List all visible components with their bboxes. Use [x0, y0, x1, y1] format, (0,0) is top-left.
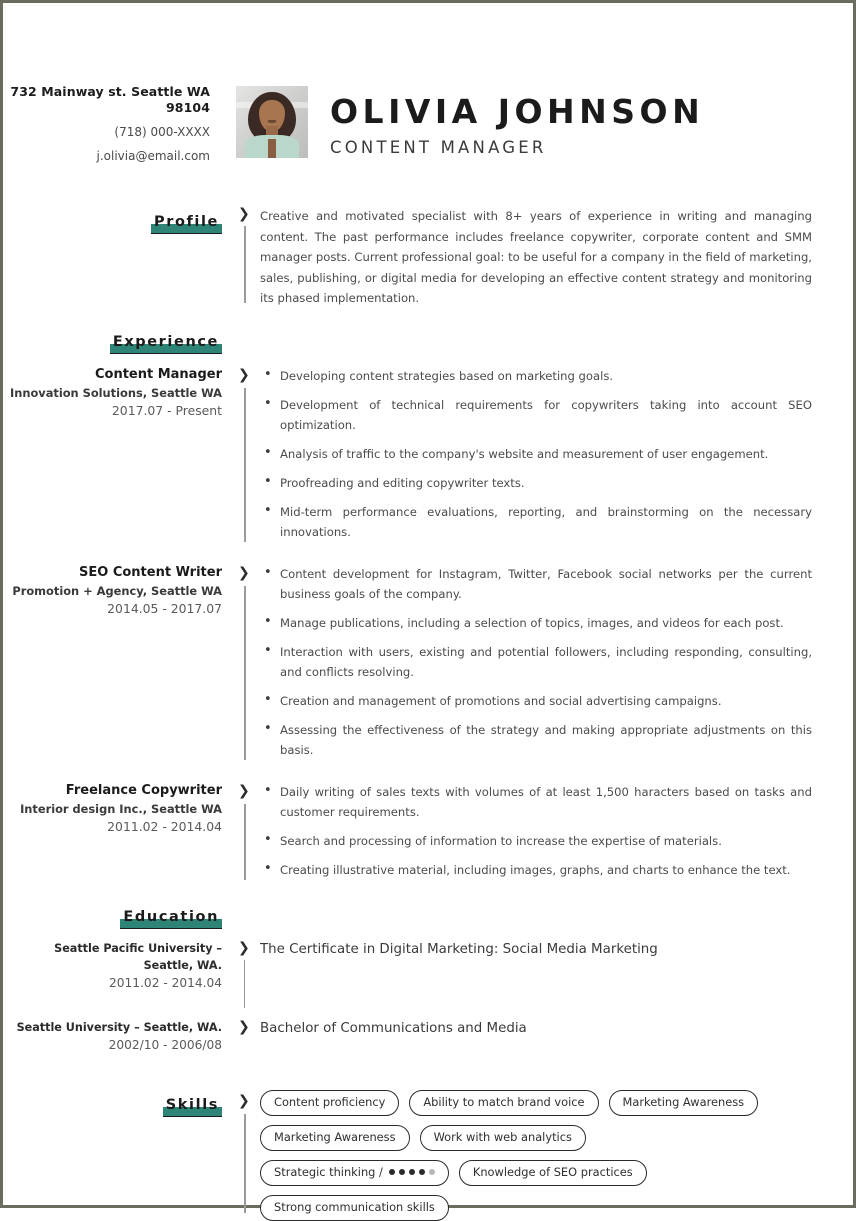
job-title: Content Manager: [94, 366, 222, 382]
job-title: SEO Content Writer: [79, 564, 222, 580]
job-marker-col: [234, 782, 260, 880]
job-bullets: [260, 782, 852, 880]
list-item: • Development of technical requirements for copywriters taking into account SEO optimization.: [260, 395, 812, 435]
list-item: • Creation and management of promotions and social advertising campaigns.: [260, 691, 812, 711]
skills-heading-wrap: [163, 1094, 222, 1117]
job-divider-line: [244, 586, 246, 760]
resume-sheet: [6, 6, 852, 1214]
experience-item: [6, 366, 852, 542]
education-marker-col: [234, 1019, 260, 1054]
list-item: • Mid-term performance evaluations, reporting, and brainstorming on the necessary innovations.: [260, 502, 812, 542]
skill-pill-label: Ability to match brand voice: [423, 1094, 585, 1109]
section-heading-experience: Experience: [110, 333, 222, 354]
job-dates: 2014.05 - 2017.07: [107, 600, 222, 616]
education-meta: [6, 940, 234, 992]
job-divider-line: [244, 804, 246, 880]
education-item: [6, 1019, 852, 1054]
job-divider-line: [244, 388, 246, 542]
chevron-right-icon: ❯: [238, 564, 250, 581]
profile-marker-col: [234, 206, 260, 309]
skills-heading-col: [6, 1090, 234, 1221]
chevron-right-icon: ❯: [238, 1018, 250, 1035]
job-meta: [6, 782, 234, 880]
list-item: • Assessing the effectiveness of the strategy and making appropriate adjustments on this basis.: [260, 720, 812, 760]
education-degree: Bachelor of Communications and Media: [260, 1020, 527, 1036]
chevron-right-icon: ❯: [238, 1092, 250, 1109]
experience-item: [6, 564, 852, 760]
education-item: [6, 940, 852, 992]
list-item: • Analysis of traffic to the company's website and measurement of user engagement.: [260, 444, 812, 464]
experience-item: [6, 782, 852, 880]
list-item: • Developing content strategies based on marketing goals.: [260, 366, 812, 386]
job-bullets: [260, 564, 852, 760]
skill-pill-label: Content proficiency: [274, 1094, 386, 1109]
education-heading-marker: [234, 906, 260, 929]
skill-pill[interactable]: [609, 1090, 759, 1116]
education-body: [260, 940, 852, 992]
section-profile: [6, 206, 852, 309]
section-heading-skills: Skills: [163, 1096, 222, 1117]
job-marker-col: [234, 366, 260, 542]
education-marker-col: [234, 940, 260, 992]
section-skills: [6, 1090, 852, 1221]
job-dates: 2017.07 - Present: [111, 402, 222, 418]
skill-pill-label: Strong communication skills: [274, 1199, 435, 1214]
list-item: • Content development for Instagram, Twitter, Facebook social networks per the current business goals of the company.: [260, 564, 812, 604]
job-organization: Innovation Solutions, Seattle WA: [9, 385, 222, 400]
education-dates: 2011.02 - 2014.04: [109, 975, 222, 990]
job-bullets: [260, 366, 852, 542]
skill-pill-list: [260, 1090, 760, 1221]
chevron-right-icon: ❯: [238, 206, 250, 222]
skill-pill[interactable]: [420, 1125, 586, 1151]
list-item: • Proofreading and editing copywriter texts.: [260, 473, 812, 493]
bullet-list: [260, 782, 812, 880]
section-heading-profile: Profile: [151, 213, 222, 234]
education-heading-wrap: [120, 906, 222, 929]
job-organization: Interior design Inc., Seattle WA: [20, 801, 222, 816]
list-item: • Manage publications, including a selection of topics, images, and videos for each post.: [260, 613, 812, 633]
section-experience-heading: [6, 331, 852, 354]
skill-pill-label: Strategic thinking /: [274, 1164, 383, 1179]
experience-heading-wrap: [110, 331, 222, 354]
job-meta: [6, 366, 234, 542]
skill-pill[interactable]: [260, 1125, 410, 1151]
portrait-photo-icon: [236, 86, 308, 158]
section-heading-education: Education: [120, 908, 222, 929]
chevron-right-icon: ❯: [238, 366, 250, 383]
education-degree: The Certificate in Digital Marketing: Social Media Marketing: [260, 941, 658, 957]
profile-divider-line: [244, 226, 246, 303]
skill-pill-label: Work with web analytics: [433, 1129, 572, 1144]
skill-pill[interactable]: [260, 1090, 399, 1116]
skill-pill-with-rating[interactable]: [260, 1160, 449, 1186]
avatar: [236, 86, 312, 158]
skill-pill-label: Marketing Awareness: [622, 1094, 745, 1109]
job-dates: 2011.02 - 2014.04: [107, 818, 222, 834]
skills-body: [260, 1090, 852, 1221]
contact-email: j.olivia@email.com: [96, 149, 210, 163]
profile-heading-col: [6, 206, 234, 309]
job-title-subtitle: CONTENT MANAGER: [330, 138, 547, 157]
resume-header: [6, 6, 852, 172]
list-item: • Daily writing of sales texts with volumes of at least 1,500 haracters based on tasks and customer requirements.: [260, 782, 812, 822]
education-heading-spacer: [260, 906, 852, 929]
chevron-right-icon: ❯: [238, 939, 250, 956]
photo-smile: [268, 120, 277, 123]
job-organization: Promotion + Agency, Seattle WA: [12, 583, 222, 598]
education-school: Seattle University – Seattle, WA.: [16, 1020, 222, 1034]
skill-pill-label: Knowledge of SEO practices: [472, 1164, 633, 1179]
experience-heading-spacer: [260, 331, 852, 354]
job-title: Freelance Copywriter: [65, 782, 222, 798]
profile-heading-wrap: [151, 211, 222, 234]
section-education-heading: [6, 906, 852, 929]
skills-marker-col: [234, 1090, 260, 1221]
list-item: • Interaction with users, existing and potential followers, including responding, consulting, and conflicts resolving.: [260, 642, 812, 682]
bullet-list: [260, 564, 812, 760]
profile-text: Creative and motivated specialist with 8+ years of experience in writing and managing content. The past performance includes freelance copywriter, corporate content and SMM manager posts. Current professional goal: to be useful for a company in the field of marketing, sales, publishing, or digital media for developing an effective content strategy and monitoring its phased implementation.: [260, 209, 812, 305]
rating-dot-filled: [389, 1169, 395, 1175]
photo-collar: [268, 139, 277, 158]
bullet-list: [260, 366, 812, 542]
education-dates: 2002/10 - 2006/08: [108, 1037, 222, 1052]
skill-pill[interactable]: [260, 1195, 449, 1221]
skills-divider-line: [244, 1114, 246, 1213]
profile-body: [260, 206, 852, 309]
skill-rating-dots: [389, 1169, 435, 1175]
contact-phone: (718) 000-XXXX: [114, 125, 210, 139]
rating-dot-filled: [419, 1169, 425, 1175]
education-heading-col: [6, 906, 234, 929]
education-school: Seattle Pacific University – Seattle, WA.: [54, 941, 222, 972]
contact-block: [6, 84, 234, 172]
rating-dot-filled: [399, 1169, 405, 1175]
chevron-right-icon: ❯: [238, 782, 250, 799]
job-marker-col: [234, 564, 260, 760]
education-meta: [6, 1019, 234, 1054]
rating-dot-empty: [429, 1169, 435, 1175]
rating-dot-filled: [409, 1169, 415, 1175]
experience-heading-marker: [234, 331, 260, 354]
experience-heading-col: [6, 331, 234, 354]
job-meta: [6, 564, 234, 760]
skill-pill[interactable]: [409, 1090, 598, 1116]
list-item: • Search and processing of information to increase the expertise of materials.: [260, 831, 812, 851]
skill-pill-label: Marketing Awareness: [274, 1129, 396, 1144]
skill-pill[interactable]: [459, 1160, 647, 1186]
resume-page-inner: [5, 5, 851, 1214]
education-divider-line: [244, 960, 245, 1008]
list-item: • Creating illustrative material, including images, graphs, and charts to enhance the text.: [260, 860, 812, 880]
page-title: OLIVIA JOHNSON: [330, 92, 705, 131]
contact-address: 732 Mainway st. Seattle WA 98104: [10, 84, 210, 115]
education-body: [260, 1019, 852, 1054]
name-block: [312, 84, 704, 160]
